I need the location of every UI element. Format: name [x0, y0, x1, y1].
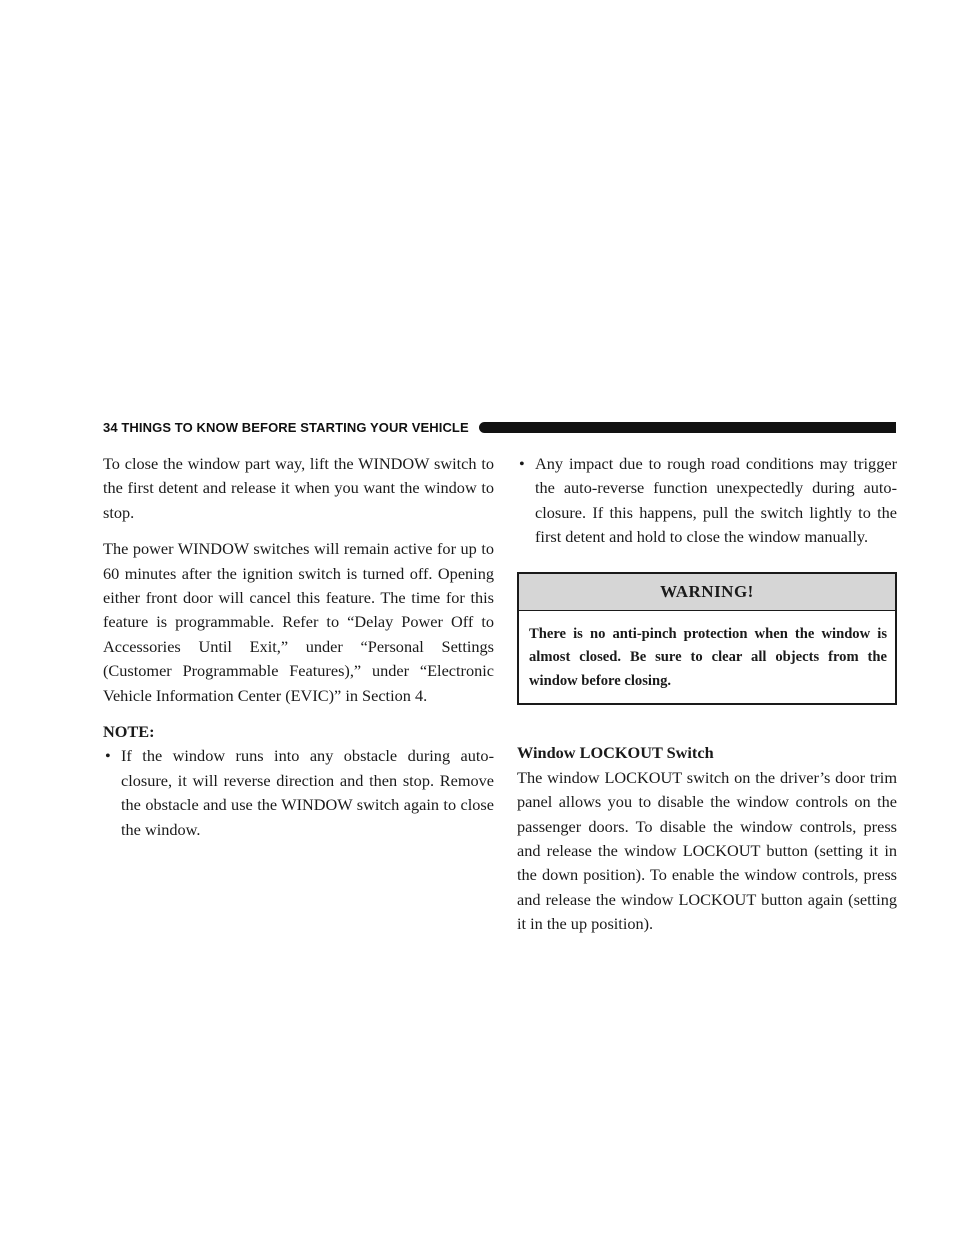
note-heading: NOTE:	[103, 722, 155, 742]
page-header	[103, 420, 896, 440]
note-bullet-obstacle	[103, 744, 494, 842]
paragraph-delay-power: The power WINDOW switches will remain active for up to 60 minutes after the ignition switch is turned off. Opening either front door will cancel this feature. The time for this feature is programmable. Refer to “Delay Power Off to Accessories Until Exit,” under “Personal Settings (Customer Programmable Features),” under “Electronic Vehicle Information Center (EVIC)” in Section 4.	[103, 539, 494, 705]
warning-title: WARNING!	[519, 574, 895, 611]
bullet-icon: •	[105, 746, 111, 766]
page-header-label: 34 THINGS TO KNOW BEFORE STARTING YOUR VEHICLE	[103, 420, 477, 436]
note-bullet-impact	[517, 452, 897, 550]
header-rule	[479, 422, 896, 433]
left-column	[103, 452, 494, 842]
bullet-text: If the window runs into any obstacle during auto-closure, it will reverse direction and then stop. Remove the obstacle and use the WINDOW switch again to close the window.	[121, 746, 494, 839]
paragraph-partial-close: To close the window part way, lift the WINDOW switch to the first detent and release it when you want the window to stop.	[103, 454, 494, 522]
bullet-text: Any impact due to rough road conditions may trigger the auto-reverse function unexpectedly during auto-closure. If this happens, pull the switch lightly to the first detent and hold to close the window manually.	[535, 454, 897, 547]
section-heading-lockout: Window LOCKOUT Switch	[517, 743, 714, 763]
section-body-lockout: The window LOCKOUT switch on the driver’s door trim panel allows you to disable the window controls on the passenger doors. To disable the window controls, press and release the window LOCKOUT button (setting it in the down position). To enable the window controls, press and release the window LOCKOUT button again (setting it in the up position).	[517, 767, 897, 934]
bullet-icon: •	[519, 454, 525, 473]
warning-box	[517, 572, 897, 706]
right-column	[517, 452, 897, 937]
warning-text: There is no anti-pinch protection when the window is almost closed. Be sure to clear all objects from the window before closing.	[529, 625, 887, 689]
